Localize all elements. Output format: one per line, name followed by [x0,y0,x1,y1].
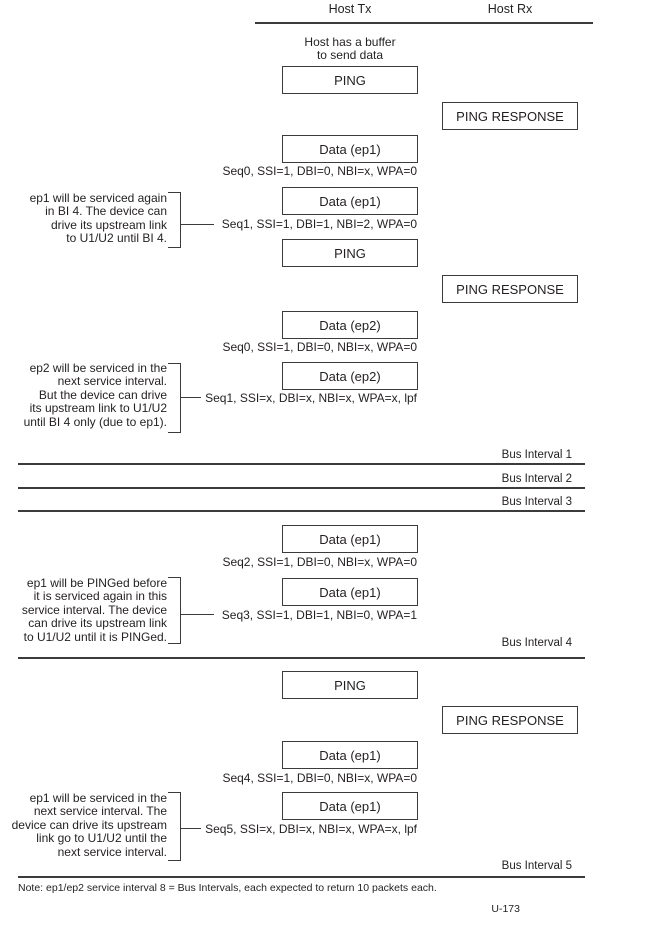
side-note-line: next service interval. [57,374,167,389]
side-note-connector-4 [181,828,201,829]
side-note-line: ep2 will be serviced in the [29,361,167,375]
side-note-bracket-4 [168,792,181,861]
side-note-line: But the device can drive [38,387,167,402]
column-header-host-rx: Host Rx [487,2,533,16]
bus-interval-line-4 [18,657,585,659]
packet-params-data-ep1-seq3: Seq3, SSI=1, DBI=1, NBI=0, WPA=1 [221,608,417,622]
side-note-line: until BI 4 only (due to ep1). [23,414,167,429]
message-box-data-ep2-seq0: Data (ep2) [282,311,418,339]
message-box-ping-response-3: PING RESPONSE [442,706,578,734]
side-note-line: next service interval. The [33,804,167,819]
message-box-ping-3: PING [282,671,418,699]
intro-note-line: Host has a buffer [304,35,396,49]
message-box-data-ep1-seq5: Data (ep1) [282,792,418,820]
packet-params-data-ep2-seq1: Seq1, SSI=x, DBI=x, NBI=x, WPA=x, lpf [205,391,417,405]
side-note-1 [4,192,167,246]
side-note-bracket-1 [168,192,181,248]
message-box-data-ep1-seq3: Data (ep1) [282,578,418,606]
packet-params-data-ep2-seq0: Seq0, SSI=1, DBI=0, NBI=x, WPA=0 [222,340,417,354]
intro-note [282,36,418,62]
side-note-3 [4,577,167,644]
side-note-line: ep1 will be PINGed before [26,576,167,590]
side-note-connector-1 [181,224,214,225]
side-note-4 [4,792,167,859]
side-note-line: ep1 will be serviced again [29,191,167,205]
side-note-line: to U1/U2 until it is PINGed. [23,629,167,644]
side-note-line: it is serviced again in this [33,589,167,604]
side-note-line: device can drive its upstream [11,817,167,832]
message-box-data-ep1-seq0: Data (ep1) [282,135,418,163]
side-note-line: in BI 4. The device can [45,204,167,219]
side-note-line: service interval. The device [21,602,167,617]
packet-params-data-ep1-seq0: Seq0, SSI=1, DBI=0, NBI=x, WPA=0 [222,164,417,178]
message-box-ping-response-1: PING RESPONSE [442,102,578,130]
message-box-ping-2: PING [282,239,418,267]
side-note-line: next service interval. [57,844,167,859]
side-note-connector-3 [181,614,214,615]
figure-number: U-173 [491,903,520,915]
packet-params-data-ep1-seq1: Seq1, SSI=1, DBI=1, NBI=2, WPA=0 [221,217,417,231]
side-note-bracket-2 [168,363,181,433]
bus-interval-label-2: Bus Interval 2 [501,473,572,485]
bus-interval-line-2 [18,487,585,489]
bus-interval-line-3 [18,510,585,512]
packet-params-data-ep1-seq5: Seq5, SSI=x, DBI=x, NBI=x, WPA=x, lpf [205,822,417,836]
side-note-line: its upstream link to U1/U2 [29,401,167,416]
bus-interval-line-1 [18,463,585,465]
side-note-line: ep1 will be serviced in the [29,791,167,805]
message-box-data-ep2-seq1: Data (ep2) [282,362,418,390]
side-note-connector-2 [181,397,201,398]
bus-interval-line-5 [18,876,585,878]
message-box-ping-response-2: PING RESPONSE [442,275,578,303]
message-box-ping-1: PING [282,66,418,94]
side-note-line: drive its upstream link [50,217,167,232]
side-note-bracket-3 [168,577,181,644]
message-box-data-ep1-seq1: Data (ep1) [282,187,418,215]
footer-note: Note: ep1/ep2 service interval 8 = Bus Intervals, each expected to return 10 packets each. [18,882,437,894]
bus-interval-label-1: Bus Interval 1 [501,449,572,461]
side-note-2 [4,362,167,429]
bus-interval-label-5: Bus Interval 5 [501,860,572,872]
packet-params-data-ep1-seq4: Seq4, SSI=1, DBI=0, NBI=x, WPA=0 [222,771,417,785]
side-note-line: link go to U1/U2 until the [36,831,167,846]
message-box-data-ep1-seq4: Data (ep1) [282,741,418,769]
bus-interval-label-4: Bus Interval 4 [501,637,572,649]
packet-params-data-ep1-seq2: Seq2, SSI=1, DBI=0, NBI=x, WPA=0 [222,555,417,569]
side-note-line: to U1/U2 until BI 4. [66,231,167,246]
side-note-line: can drive its upstream link [28,616,167,631]
message-box-data-ep1-seq2: Data (ep1) [282,525,418,553]
header-divider-line [255,22,593,24]
bus-interval-label-3: Bus Interval 3 [501,496,572,508]
intro-note-line: to send data [316,48,384,62]
column-header-host-tx: Host Tx [328,2,372,16]
